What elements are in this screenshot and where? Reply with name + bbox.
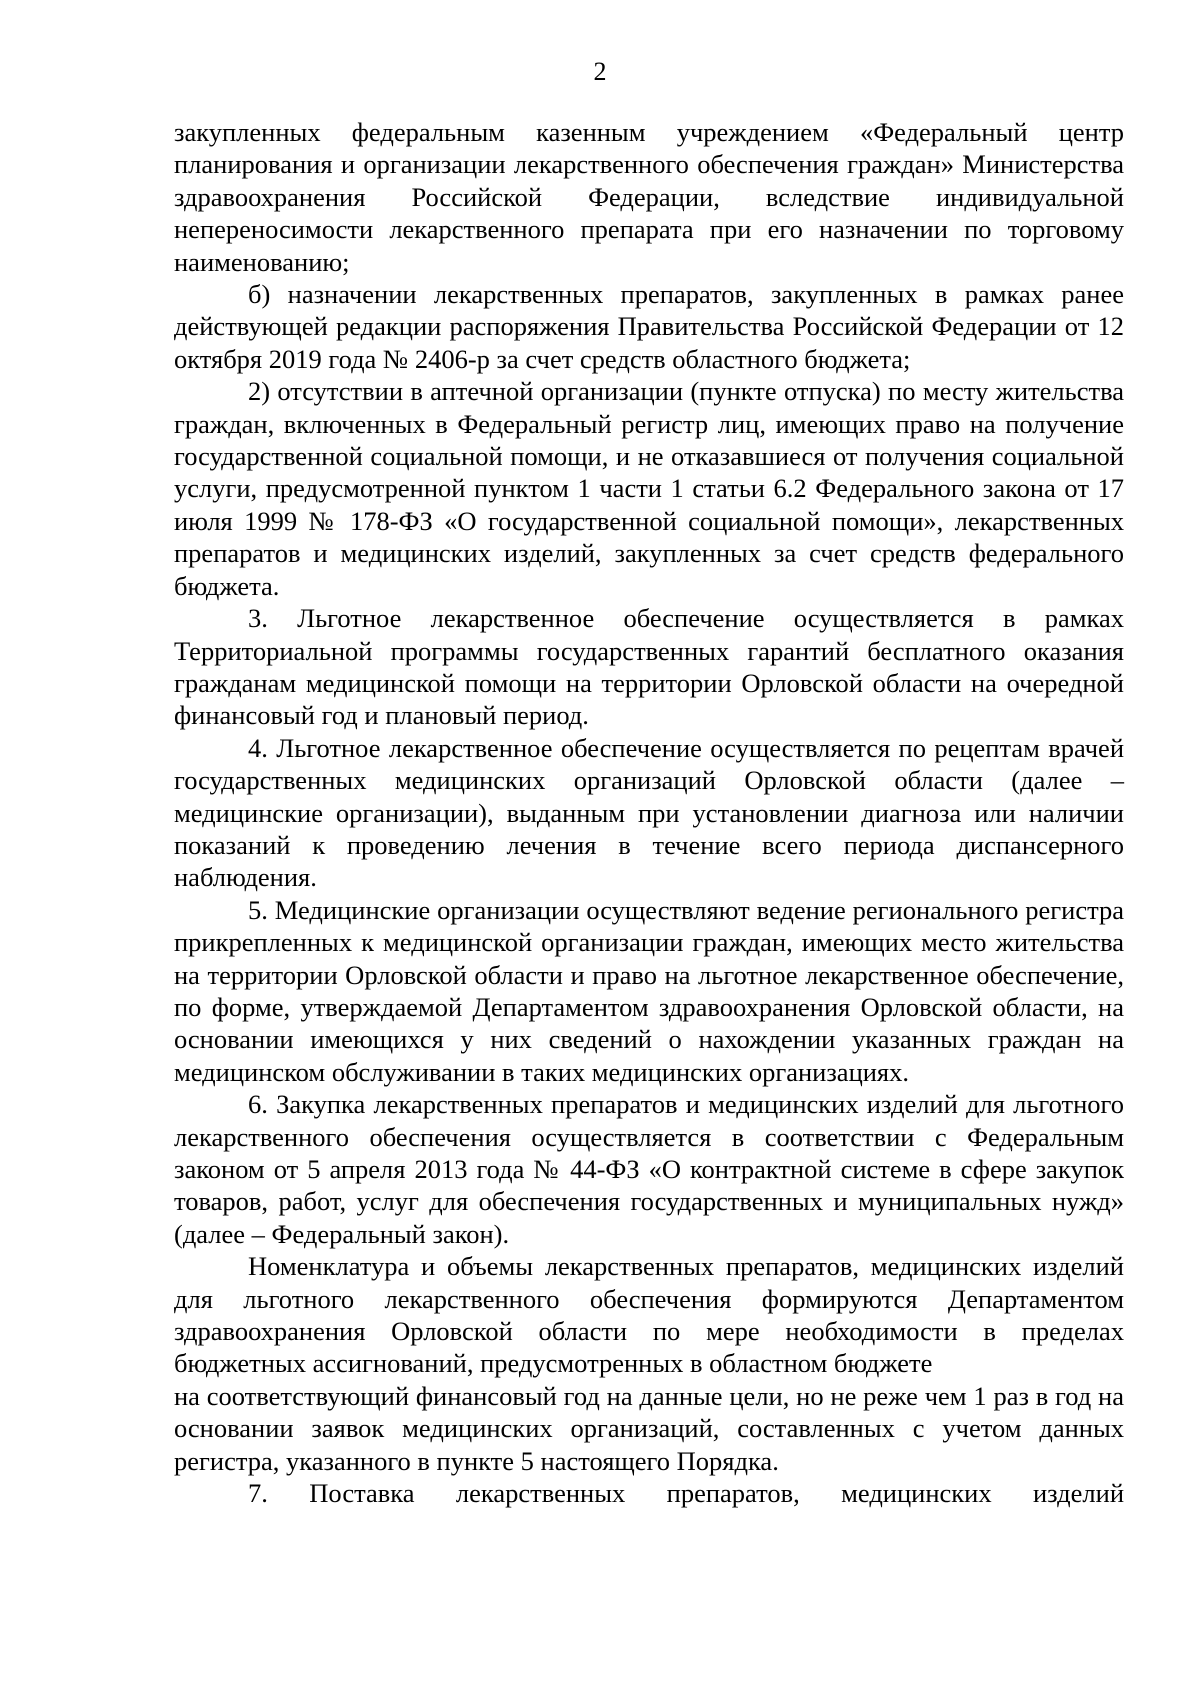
page-number: 2 bbox=[593, 57, 607, 86]
paragraph-continuation: закупленных федеральным казенным учреждением «Федеральный центр планирования и организации лекарственного обеспечения граждан» Министерства здравоохранения Российской Федерации, вследствие индивидуальной непереносимости лекарственного препарата при его назначении по торговому наименованию; bbox=[174, 117, 1124, 277]
paragraph-nomenclature-continued: на соответствующий финансовый год на данные цели, но не реже чем 1 раз в год на основании заявок медицинских организаций, составленных с учетом данных регистра, указанного в пункте 5 настоящего Порядка. bbox=[174, 1380, 1124, 1476]
paragraph-subitem-2: 2) отсутствии в аптечной организации (пункте отпуска) по месту жительства граждан, включенных в Федеральный регистр лиц, имеющих право на получение государственной социальной помощи, и не отказавшиеся от получения социальной услуги, предусмотренной пунктом 1 части 1 статьи 6.2 Федерального закона от 17 июля 1999 № 178-ФЗ «О государственной социальной помощи», лекарственных препаратов и медицинских изделий, закупленных за счет средств федерального бюджета. bbox=[174, 376, 1124, 601]
paragraph-subitem-b: б) назначении лекарственных препаратов, закупленных в рамках ранее действующей редакции распоряжения Правительства Российской Федерации от 12 октября 2019 года № 2406-р за счет средств областного бюджета; bbox=[174, 279, 1124, 374]
paragraph-item-3: 3. Льготное лекарственное обеспечение осуществляется в рамках Территориальной программы государственных гарантий бесплатного оказания гражданам медицинской помощи на территории Орловской области на очередной финансовый год и плановый период. bbox=[174, 603, 1124, 731]
paragraph-item-5: 5. Медицинские организации осуществляют ведение регионального регистра прикрепленных к медицинской организации граждан, имеющих место жительства на территории Орловской области и право на льготное лекарственное обеспечение, по форме, утверждаемой Департаментом здравоохранения Орловской области, на основании имеющихся у них сведений о нахождении указанных граждан на медицинском обслуживании в таких медицинских организациях. bbox=[174, 894, 1124, 1087]
paragraph-item-7: 7. Поставка лекарственных препаратов, медицинских изделий bbox=[248, 1478, 1124, 1509]
paragraph-item-4: 4. Льготное лекарственное обеспечение осуществляется по рецептам врачей государственных медицинских организаций Орловской области (далее – медицинские организации), выданным при установлении диагноза или наличии показаний к проведению лечения в течение всего периода диспансерного наблюдения. bbox=[174, 732, 1124, 893]
document-body bbox=[174, 116, 1124, 1509]
paragraph-item-6: 6. Закупка лекарственных препаратов и медицинских изделий для льготного лекарственного обеспечения осуществляется в соответствии с Федеральным законом от 5 апреля 2013 года № 44-ФЗ «О контрактной системе в сфере закупок товаров, работ, услуг для обеспечения государственных и муниципальных нужд» (далее – Федеральный закон). bbox=[174, 1089, 1124, 1249]
paragraph-nomenclature: Номенклатура и объемы лекарственных препаратов, медицинских изделий для льготного лекарственного обеспечения формируются Департаментом здравоохранения Орловской области по мере необходимости в пределах бюджетных ассигнований, предусмотренных в областном бюджете bbox=[174, 1251, 1124, 1379]
